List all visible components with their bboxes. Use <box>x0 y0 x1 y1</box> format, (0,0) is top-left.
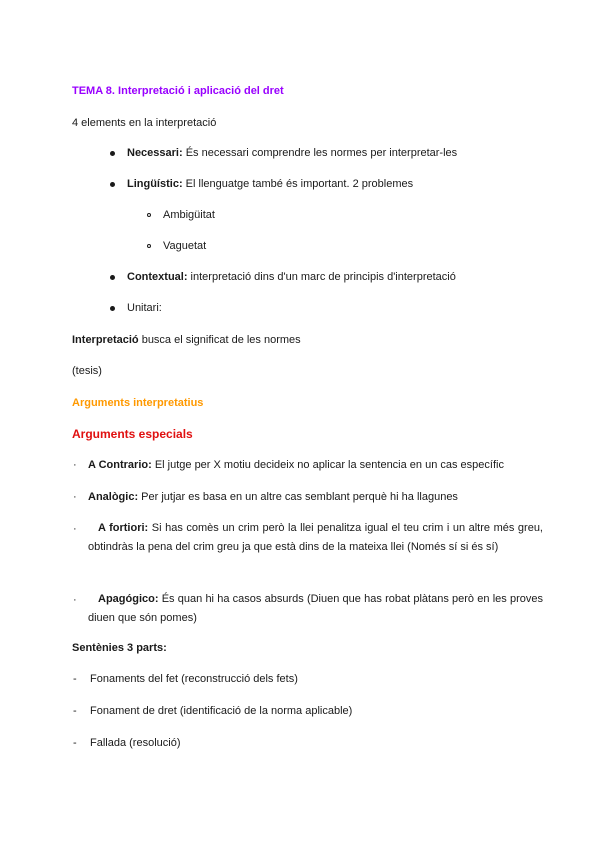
argument-text: Si has comès un crim però la llei penalitza igual el teu crim i un altre més greu, obtindràs la pena del crim greu ja que està dins de la mateixa llei (Només sí si és sí) <box>88 522 543 553</box>
interpretacio-text: busca el significat de les normes <box>138 334 301 346</box>
bullet-icon <box>110 275 115 280</box>
sentencia-part: Fonaments del fet (reconstrucció dels fets) <box>90 673 298 685</box>
interpretacio-term: Interpretació <box>72 334 139 346</box>
item-term: Contextual: <box>127 271 188 283</box>
item-term: Lingüístic: <box>127 178 183 190</box>
dash-marker: - <box>73 673 77 685</box>
item-text: El llenguatge també és important. 2 problemes <box>182 178 414 190</box>
sub-item: Ambigüitat <box>163 209 215 221</box>
argument-term: A Contrario: <box>88 459 152 471</box>
heading-arguments-interpretatius: Arguments interpretatius <box>72 397 204 409</box>
item-term: Necessari: <box>127 147 183 159</box>
argument-item <box>88 490 458 504</box>
argument-term: A fortiori: <box>98 522 149 534</box>
sentencia-part: Fonament de dret (identificació de la norma aplicable) <box>90 705 353 717</box>
dash-marker: - <box>73 705 77 717</box>
tesis-text: (tesis) <box>72 365 102 377</box>
bullet-icon <box>110 151 115 156</box>
argument-term: Apagógico: <box>98 593 159 605</box>
circle-bullet-icon <box>147 213 151 217</box>
argument-term: Analògic: <box>88 491 139 503</box>
argument-item <box>88 458 504 472</box>
argument-item <box>88 519 543 557</box>
sentencies-heading: Sentènies 3 parts: <box>72 642 167 654</box>
argument-text: Per jutjar es basa en un altre cas semblant perquè hi ha llagunes <box>138 491 458 503</box>
bullet-icon <box>110 182 115 187</box>
interpretacio-line <box>72 333 301 347</box>
middle-dot-marker: · <box>73 491 77 503</box>
middle-dot-marker: · <box>73 459 77 471</box>
list-item <box>127 301 162 315</box>
page-title: TEMA 8. Interpretació i aplicació del dret <box>72 85 284 97</box>
circle-bullet-icon <box>147 244 151 248</box>
heading-arguments-especials: Arguments especials <box>72 427 193 441</box>
list-item <box>127 146 457 160</box>
sentencia-part: Fallada (resolució) <box>90 737 181 749</box>
middle-dot-marker: · <box>73 523 77 535</box>
list-item <box>127 270 456 284</box>
item-text: interpretació dins d'un marc de principis d'interpretació <box>187 271 456 283</box>
middle-dot-marker: · <box>73 594 77 606</box>
intro-text: 4 elements en la interpretació <box>72 117 217 129</box>
argument-text: És quan hi ha casos absurds (Diuen que has robat plàtans però en les proves diuen que són pomes) <box>88 593 543 624</box>
dash-marker: - <box>73 737 77 749</box>
argument-item <box>88 590 543 628</box>
list-item <box>127 177 413 191</box>
item-text: Unitari: <box>127 302 162 314</box>
argument-text: El jutge per X motiu decideix no aplicar la sentencia en un cas específic <box>151 459 504 471</box>
item-text: És necessari comprendre les normes per interpretar-les <box>182 147 458 159</box>
sub-item: Vaguetat <box>163 240 207 252</box>
bullet-icon <box>110 306 115 311</box>
